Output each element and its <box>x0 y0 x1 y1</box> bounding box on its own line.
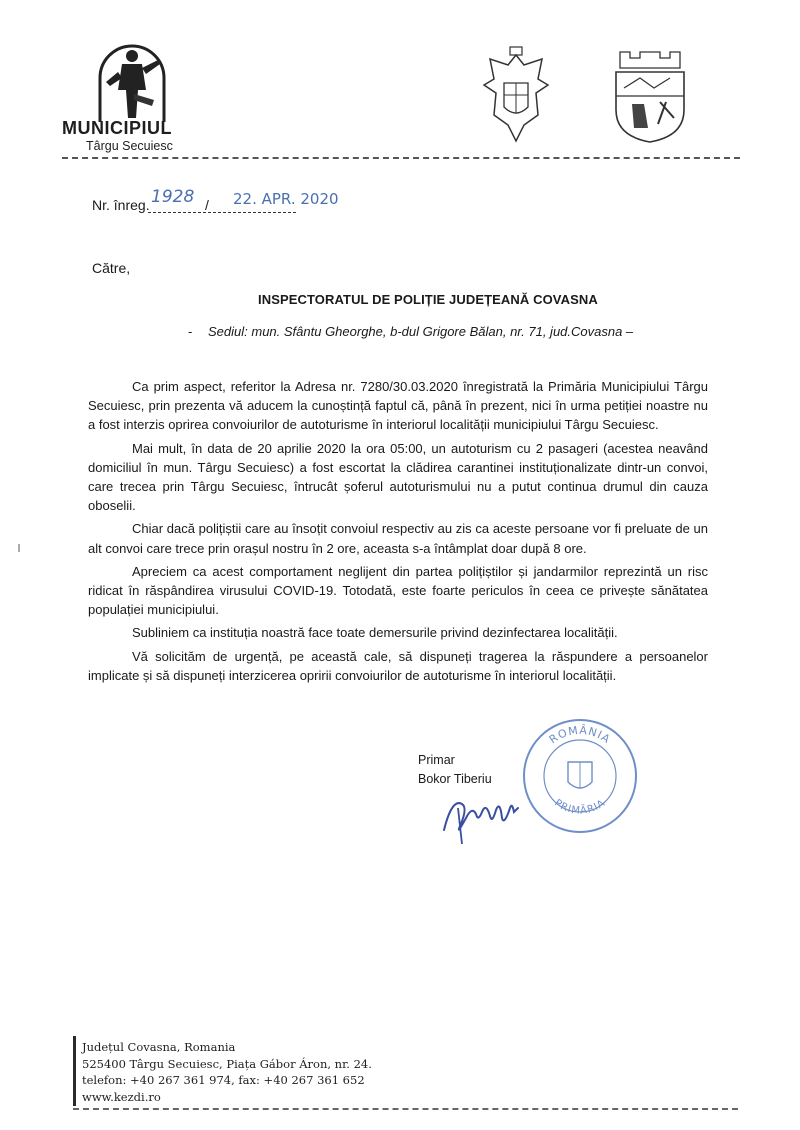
municipality-name: MUNICIPIUL <box>62 118 172 138</box>
scan-artifact <box>18 544 20 552</box>
city-coat-of-arms <box>610 48 690 144</box>
svg-text:PRIMĂRIA <box>552 798 607 817</box>
official-stamp <box>520 716 640 836</box>
handwritten-signature <box>438 778 538 848</box>
footer-contact <box>82 1039 372 1105</box>
registration-date-stamp: 22. APR. 2020 <box>233 190 339 208</box>
header-divider <box>62 157 740 159</box>
footer-accent-bar <box>73 1036 76 1106</box>
footer-phone: telefon: +40 267 361 974, fax: +40 267 361 652 <box>82 1073 365 1087</box>
svg-text:ROMÂNIA <box>547 724 613 747</box>
municipality-subtitle: Târgu Secuiesc <box>86 139 173 153</box>
body-paragraph: Subliniem ca instituția noastră face toate demersurile privind dezinfectarea localității. <box>132 625 618 641</box>
body-paragraph: Mai mult, în data de 20 aprilie 2020 la ora 05:00, un autoturism cu 2 pasageri (acestea neavând domiciliul în mun. Târgu Secuiesc) a fost escortat la clădirea carantinei instituționalizate dintr-un convoi, care trecea prin Târgu Secuiesc, întrucât șoferul autoturismului nu a putut continua drumul din cauza oboselii. <box>88 440 708 514</box>
signatory-name: Bokor Tiberiu <box>418 772 492 786</box>
footer-website[interactable]: www.kezdi.ro <box>82 1089 161 1104</box>
stamp-top-text: ROMÂNIA <box>546 723 614 747</box>
stamp-bottom-text: PRIMĂRIA <box>552 797 608 817</box>
salutation: Către, <box>92 260 131 276</box>
registration-number-handwritten: 1928 <box>151 187 195 207</box>
body-paragraph: Apreciem ca acest comportament neglijent din partea polițiștilor și jandarmilor reprezintă un risc ridicat în răspândirea virusului COVID-19. Totodată, este foarte periculos în ceea ce privește sănătatea populației municipiului. <box>88 563 708 618</box>
body-paragraph: Chiar dacă polițiștii care au însoțit convoiul respectiv au zis ca aceste persoane vor fi preluate de un alt convoi care trece prin orașul nostru în 2 ore, aceasta s-a întâmplat doar după 8 ore. <box>88 521 708 556</box>
romania-coat-of-arms <box>480 45 552 145</box>
registration-separator: / <box>205 197 209 213</box>
recipient-title: INSPECTORATUL DE POLIȚIE JUDEȚEANĂ COVASNA <box>258 292 598 307</box>
footer-address: 525400 Târgu Secuiesc, Piața Gábor Áron, nr. 24. <box>82 1056 372 1071</box>
body-paragraph: Vă solicităm de urgență, pe această cale, să dispuneți tragerea la răspundere a persoanelor implicate și să dispuneți interzicerea opririi convoiurilor de autoturisme în interiorul localității. <box>88 648 708 683</box>
registration-label: Nr. înreg. <box>92 197 150 213</box>
body-paragraph: Ca prim aspect, referitor la Adresa nr. 7280/30.03.2020 înregistrată la Primăria Municipiului Târgu Secuiesc, prin prezenta vă aducem la cunoștință faptul că, până în prezent, nici în urma petiției noastre nu a fost interzis oprirea convoiurilor de autoturisme în interiorul localității municipiului Târgu Secuiesc. <box>88 379 708 433</box>
municipality-emblem-logo <box>92 38 172 122</box>
registration-underline <box>148 212 296 213</box>
footer-divider <box>73 1108 738 1110</box>
recipient-address: Sediul: mun. Sfântu Gheorghe, b-dul Grigore Bălan, nr. 71, jud.Covasna – <box>208 324 634 339</box>
letter-body <box>88 377 708 689</box>
signatory-title: Primar <box>418 753 455 767</box>
footer-county: Județul Covasna, Romania <box>82 1040 236 1054</box>
address-dash: - <box>188 324 193 339</box>
